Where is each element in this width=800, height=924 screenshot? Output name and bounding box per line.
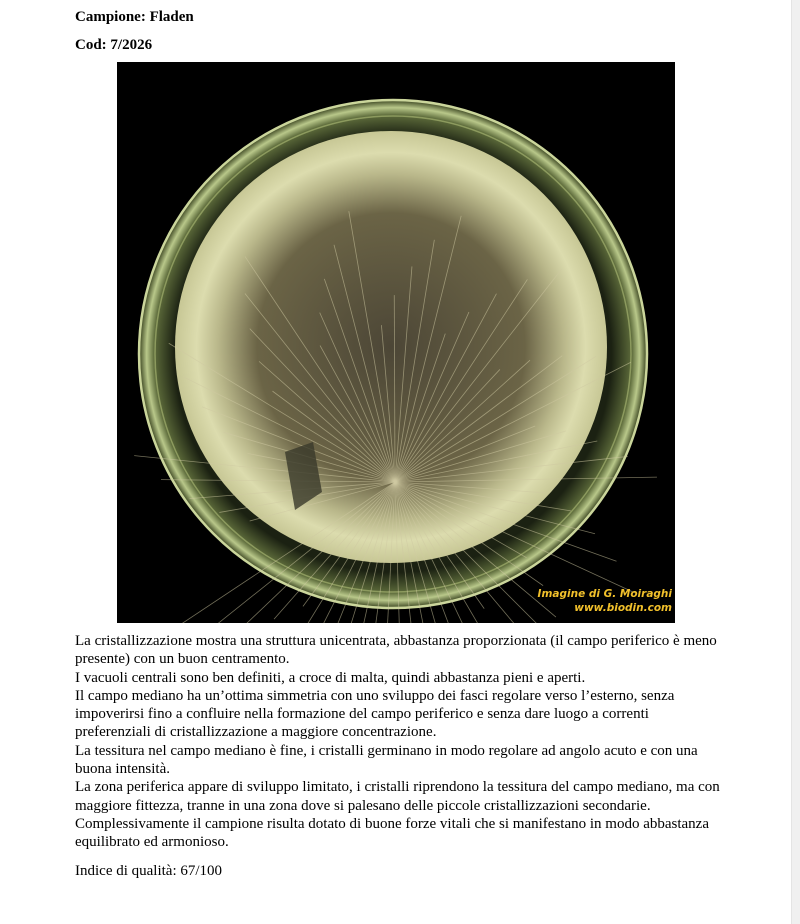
description-paragraph: La zona periferica appare di sviluppo limitato, i cristalli riprendono la tessitura del campo mediano, ma con maggiore fittezza, tranne in una zona dove si palesano delle piccole cristallizzazioni secondarie. — [75, 779, 720, 814]
description-text — [75, 632, 725, 852]
description-paragraph: Il campo mediano ha un’ottima simmetria con uno sviluppo dei fasci regolare verso l’esterno, senza impoverirsi fino a confluire nella formazione del campo periferico e senza dare luogo a correnti preferenziali di cristallizzazione a maggiore concentrazione. — [75, 687, 675, 741]
sample-code: Cod: 7/2026 — [75, 37, 153, 53]
scrollbar[interactable] — [791, 0, 800, 924]
description-paragraph: La cristallizzazione mostra una struttura unicentrata, abbastanza proporzionata (il campo periferico è meno presente) con un buon centramento. — [75, 633, 717, 668]
description-paragraph: La tessitura nel campo mediano è fine, i cristalli germinano in modo regolare ad angolo acuto e con una buona intensità. — [75, 742, 698, 778]
photo-credit: Imagine di G. Moiraghi — [537, 588, 672, 600]
photo-credit-url: www.biodin.com — [574, 602, 672, 614]
quality-index: Indice di qualità: 67/100 — [75, 863, 223, 879]
description-paragraph: Complessivamente il campione risulta dotato di buone forze vitali che si manifestano in modo abbastanza equilibrato ed armonioso. — [75, 815, 709, 851]
petri-dish-illustration — [117, 62, 675, 623]
description-paragraph: I vacuoli centrali sono ben definiti, a croce di malta, quindi abbastanza pieni e aperti. — [75, 669, 586, 686]
crystal-disc — [175, 131, 607, 563]
sample-name: Campione: Fladen — [75, 9, 194, 25]
crystallization-photo — [117, 62, 675, 623]
